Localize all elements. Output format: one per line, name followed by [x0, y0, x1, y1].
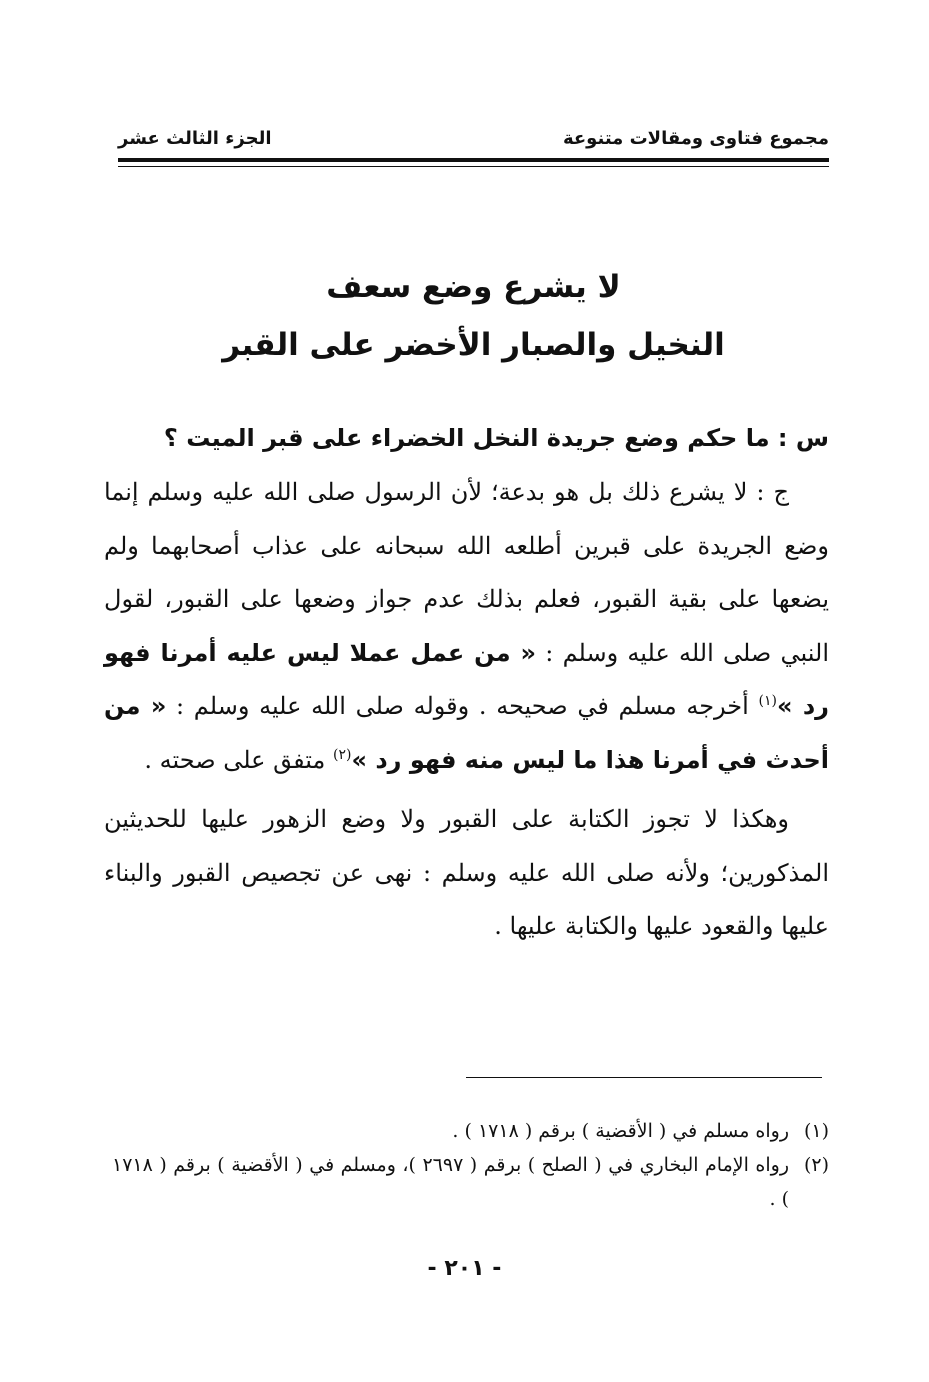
- footnote-item: [112, 1148, 829, 1216]
- hadith-quote-1: « من عمل عملا ليس عليه أمرنا فهو رد »: [104, 638, 829, 720]
- header-rule-thick: [118, 158, 829, 162]
- title-line-1: لا يشرع وضع سعف: [326, 269, 621, 305]
- answer-text-3: متفق على صحته .: [144, 745, 333, 774]
- footnote-divider: [466, 1077, 822, 1078]
- footnote-item: [112, 1114, 829, 1148]
- answer-text-1: ج : لا يشرع ذلك بل هو بدعة؛ لأن الرسول صلى الله عليه وسلم إنما وضع الجريدة على قبرين أطلعه الله سبحانه على عذاب أصحابهما ولم يضعها على بقية القبور، فعلم بذلك عدم جواز وضعها على القبور، لقول النبي صلى الله عليه وسلم :: [104, 478, 829, 667]
- hadith-quote-2: « من أحدث في أمرنا هذا ما ليس منه فهو رد »: [104, 692, 829, 774]
- footnote-text: رواه مسلم في ( الأقضية ) برقم ( ١٧١٨ ) .: [452, 1120, 789, 1142]
- book-title: مجموع فتاوى ومقالات متنوعة: [562, 127, 829, 149]
- footnotes: [112, 1114, 829, 1216]
- footnote-number: (٢): [803, 1154, 829, 1176]
- page-number: - ٢٠١ -: [427, 1256, 502, 1281]
- footnote-text: رواه الإمام البخاري في ( الصلح ) برقم ( ٢٦٩٧ )، ومسلم في ( الأقضية ) برقم ( ١٧١٨ ) .: [112, 1154, 789, 1210]
- article-title: [118, 258, 829, 374]
- answer-body: [104, 466, 829, 954]
- title-line-2: النخيل والصبار الأخضر على القبر: [222, 327, 725, 363]
- footnote-number: (١): [803, 1120, 829, 1142]
- volume-label: الجزء الثالث عشر: [118, 127, 272, 149]
- second-paragraph: وهكذا لا تجوز الكتابة على القبور ولا وضع الزهور عليها للحديثين المذكورين؛ ولأنه صلى الله عليه وسلم : نهى عن تجصيص القبور والبناء عليها والقعود عليها والكتابة عليها .: [104, 805, 829, 940]
- header-rule-thin: [118, 166, 829, 167]
- footnote-ref-2: (٢): [333, 746, 352, 763]
- answer-text-2: أخرجه مسلم في صحيحه . وقوله صلى الله عليه وسلم :: [166, 692, 759, 720]
- footnote-ref-1: (١): [758, 693, 777, 709]
- running-header: [118, 124, 829, 152]
- answer-paragraph: [104, 466, 829, 787]
- question: س : ما حكم وضع جريدة النخل الخضراء على قبر الميت ؟: [163, 424, 829, 452]
